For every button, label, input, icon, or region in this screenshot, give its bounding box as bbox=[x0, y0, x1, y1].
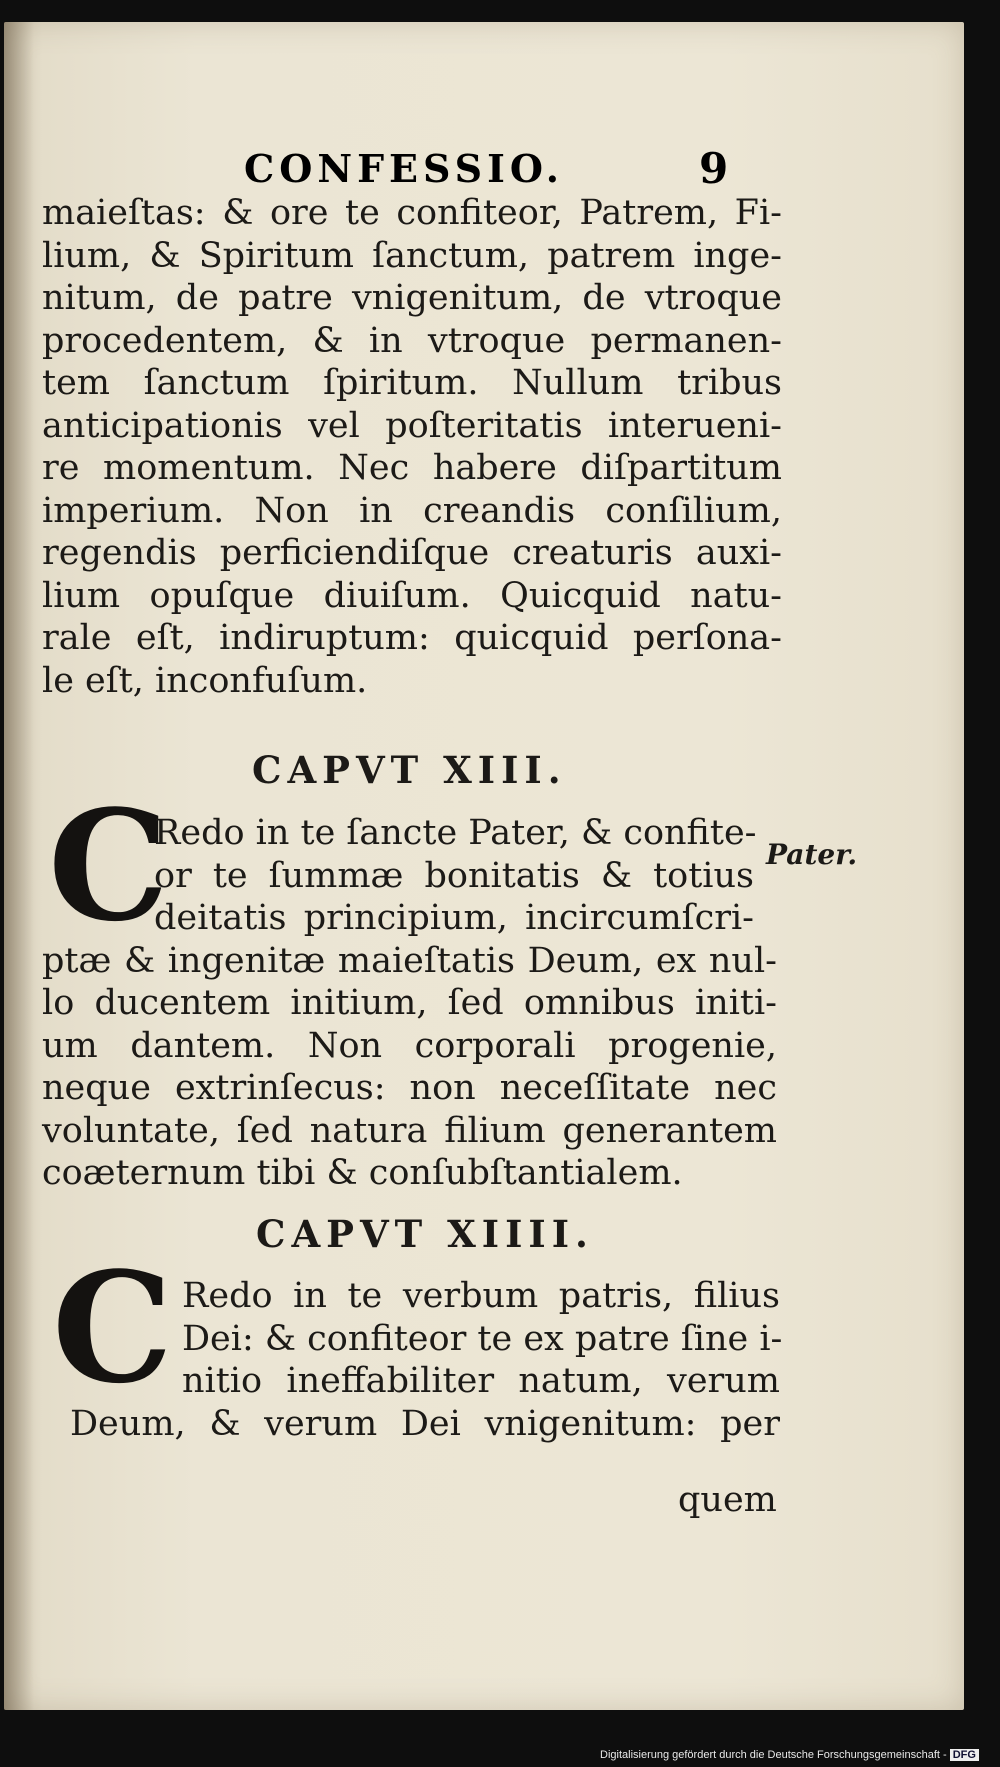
text-line: tem ſanctum ſpiritum. Nullum tribus bbox=[42, 363, 782, 403]
text-line: or te ſummæ bonitatis & totius bbox=[154, 855, 754, 896]
catchword: quem bbox=[678, 1480, 777, 1520]
text-line: procedentem, & in vtroque permanen- bbox=[42, 320, 782, 361]
text-line: lium opuſque diuiſum. Quicquid natu- bbox=[42, 575, 782, 616]
text-line: lo ducentem initium, ſed omnibus initi- bbox=[42, 983, 777, 1023]
page-number: 9 bbox=[699, 144, 729, 193]
chapter-13-text bbox=[42, 812, 777, 1195]
text-line: nitum, de patre vnigenitum, de vtroque bbox=[42, 278, 782, 318]
spine-shadow bbox=[4, 22, 34, 1710]
chapter-14-dropcap: C bbox=[52, 1238, 173, 1417]
running-head-title: CONFESSIO. bbox=[244, 146, 564, 191]
text-line: rale eſt, indiruptum: quicquid perſona- bbox=[42, 618, 782, 658]
running-head bbox=[244, 146, 744, 191]
text-line: nitio ineffabiliter natum, verum bbox=[182, 1361, 780, 1401]
text-line: coæternum tibi & conſubſtantialem. bbox=[42, 1153, 683, 1193]
text-line: deitatis principium, incircumſcri- bbox=[154, 898, 754, 938]
chapter-13-heading: CAPVT XIII. bbox=[252, 748, 567, 792]
paragraph-continued bbox=[42, 192, 782, 702]
chapter-14-text bbox=[70, 1275, 783, 1445]
text-line: ptæ & ingenitæ maieſtatis Deum, ex nul- bbox=[42, 940, 777, 981]
text-line: anticipationis vel poſteritatis interueni- bbox=[42, 405, 782, 446]
text-line: regendis perficiendiſque creaturis auxi- bbox=[42, 533, 782, 573]
text-line: Redo in te verbum patris, filius bbox=[182, 1276, 780, 1316]
digitization-credit bbox=[600, 1749, 979, 1761]
text-line: neque extrinſecus: non neceſſitate nec bbox=[42, 1068, 777, 1108]
text-line: voluntate, ſed natura filium generantem bbox=[42, 1110, 777, 1151]
chapter-13-dropcap: C bbox=[48, 776, 169, 955]
chapter-14-heading: CAPVT XIIII. bbox=[256, 1212, 594, 1256]
text-line: Redo in te ſancte Pater, & confite- bbox=[154, 813, 757, 853]
text-line: le eſt, inconfuſum. bbox=[42, 660, 368, 701]
dfg-logo: DFG bbox=[950, 1749, 979, 1761]
text-line: re momentum. Nec habere diſpartitum bbox=[42, 448, 782, 488]
text-line: lium, & Spiritum ſanctum, patrem inge- bbox=[42, 235, 782, 276]
margin-note: Pater. bbox=[766, 838, 858, 871]
text-line: imperium. Non in creandis conſilium, bbox=[42, 490, 782, 531]
text-line: um dantem. Non corporali progenie, bbox=[42, 1025, 777, 1066]
credit-text: Digitalisierung gefördert durch die Deutsche Forschungsgemeinschaft - bbox=[600, 1749, 947, 1761]
text-line: Dei: & confiteor te ex patre ſine i- bbox=[182, 1318, 783, 1359]
book-page bbox=[4, 22, 964, 1710]
text-line: maieſtas: & ore te confiteor, Patrem, Fi- bbox=[42, 193, 782, 233]
text-line: Deum, & verum Dei vnigenitum: per bbox=[70, 1403, 780, 1444]
